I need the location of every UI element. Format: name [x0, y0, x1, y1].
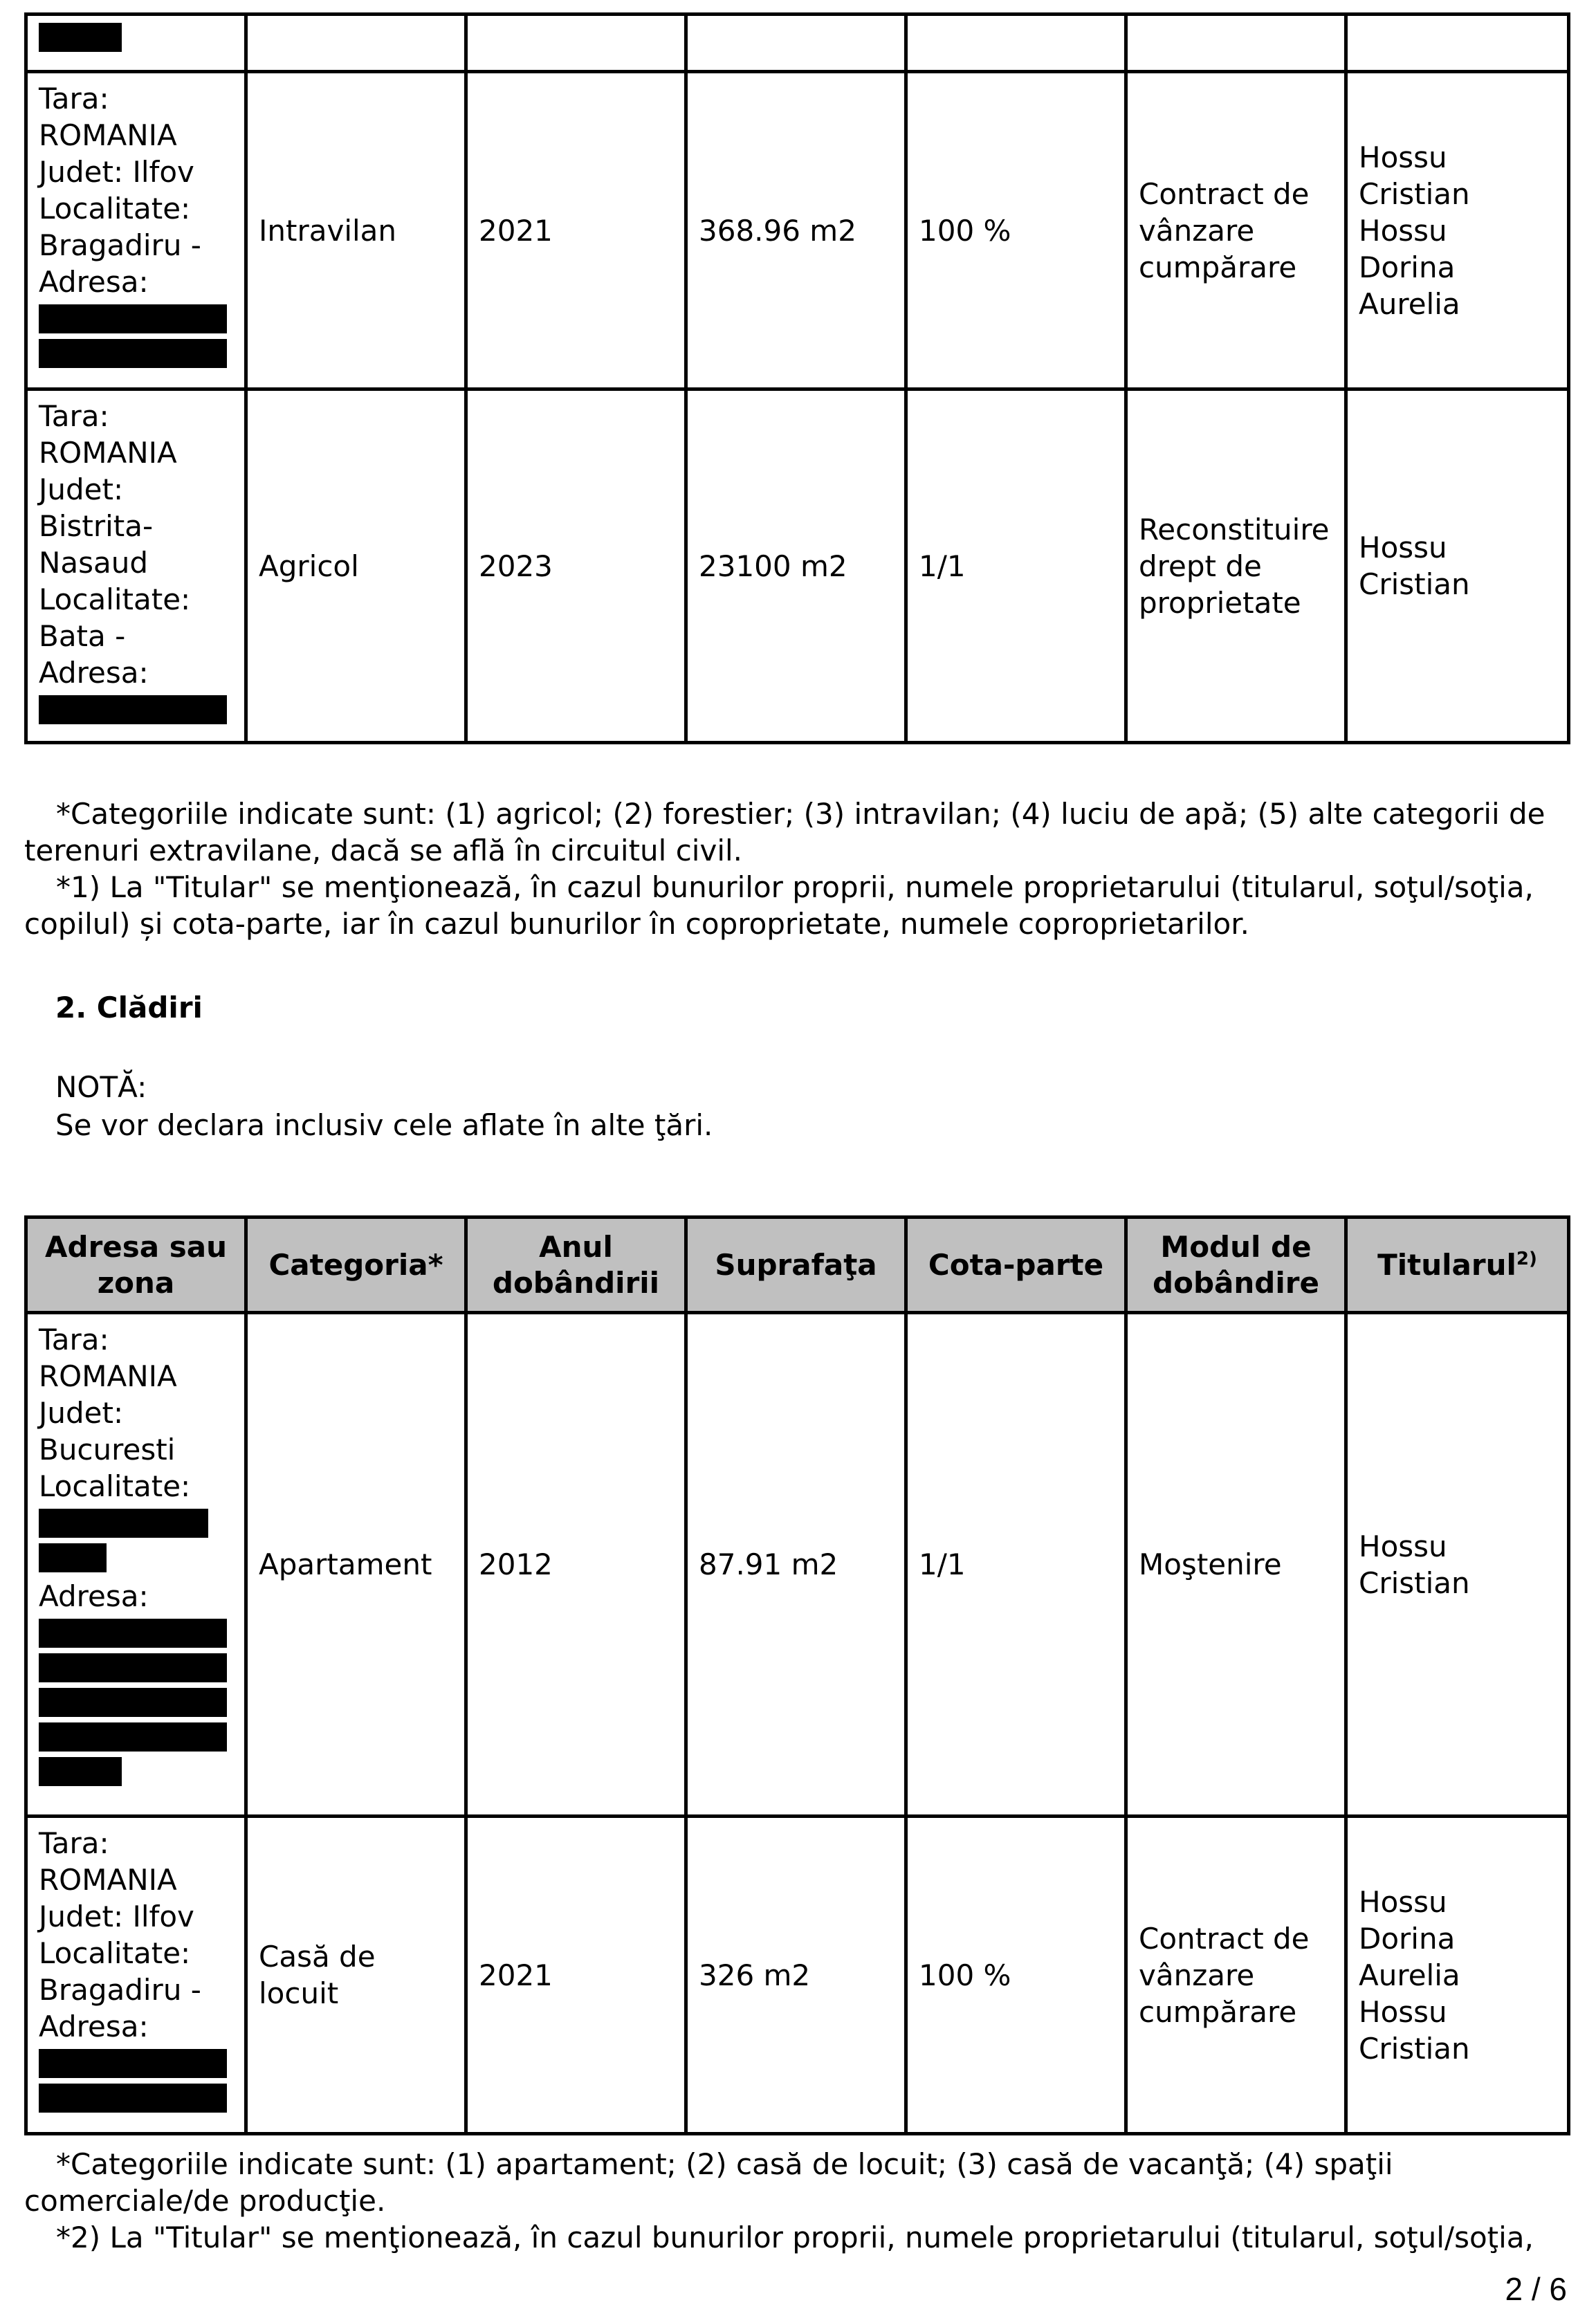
area-cell: 87.91 m2 [686, 1313, 906, 1817]
nota-label: NOTĂ: [55, 1070, 147, 1104]
redaction-bar [39, 695, 227, 724]
redaction-bar [39, 2084, 227, 2113]
address-cell: Tara: ROMANIA Judet: Ilfov Localitate: Bragadiru - Adresa: [26, 72, 246, 389]
table-row [26, 389, 1569, 743]
holder-cell: Hossu Dorina Aurelia Hossu Cristian [1346, 1817, 1569, 2134]
column-header-address: Adresa sau zona [26, 1217, 246, 1313]
holder-cell [1346, 15, 1569, 72]
acquisition-cell: Reconstituire drept de proprietate [1126, 389, 1346, 743]
share-cell [906, 15, 1126, 72]
year-cell [466, 15, 686, 72]
redaction-bar [39, 1757, 122, 1786]
redaction-bar [39, 304, 227, 333]
table-row [26, 1313, 1569, 1817]
section-title: 2. Clădiri [55, 991, 203, 1024]
redaction-bar [39, 1543, 107, 1572]
nota-text: Se vor declara inclusiv cele aflate în alte ţări. [55, 1108, 713, 1142]
column-header-area: Suprafaţa [686, 1217, 906, 1313]
column-header-category: Categoria* [246, 1217, 466, 1313]
share-cell: 1/1 [906, 1313, 1126, 1817]
buildings-table [24, 1215, 1570, 2135]
category-cell: Agricol [246, 389, 466, 743]
year-cell: 2012 [466, 1313, 686, 1817]
table-row [26, 72, 1569, 389]
redaction-bar [39, 1688, 227, 1717]
category-cell: Casă de locuit [246, 1817, 466, 2134]
share-cell: 1/1 [906, 389, 1126, 743]
acquisition-cell: Moştenire [1126, 1313, 1346, 1817]
holder-cell: Hossu Cristian [1346, 389, 1569, 743]
redaction-bar [39, 1509, 208, 1538]
building-category-footnote: *Categoriile indicate sunt: (1) apartament; (2) casă de locuit; (3) casă de vacanţă; (4) spaţii comerciale/de producţie. [24, 2147, 1393, 2218]
holder-cell: Hossu Cristian [1346, 1313, 1569, 1817]
address-cell: Tara: ROMANIA Judet: Bistrita- Nasaud Localitate: Bata - Adresa: [26, 389, 246, 743]
table-header-row [26, 1217, 1569, 1313]
building-footnotes [24, 2146, 1567, 2256]
land-table [24, 12, 1570, 744]
building-holder-footnote: *2) La "Titular" se menţionează, în cazul bunurilor proprii, numele proprietarului (titularul, soţul/soţia, [56, 2221, 1534, 2254]
redaction-bar [39, 1653, 227, 1682]
address-cell: Tara: ROMANIA Judet: Ilfov Localitate: Bragadiru - Adresa: [26, 1817, 246, 2134]
holder-cell: Hossu Cristian Hossu Dorina Aurelia [1346, 72, 1569, 389]
year-cell: 2021 [466, 72, 686, 389]
area-cell: 326 m2 [686, 1817, 906, 2134]
redaction-bar [39, 1619, 227, 1648]
address-cell [26, 15, 246, 72]
area-cell [686, 15, 906, 72]
share-cell: 100 % [906, 1817, 1126, 2134]
area-cell: 368.96 m2 [686, 72, 906, 389]
category-cell: Intravilan [246, 72, 466, 389]
year-cell: 2023 [466, 389, 686, 743]
acquisition-cell [1126, 15, 1346, 72]
category-cell: Apartament [246, 1313, 466, 1817]
year-cell: 2021 [466, 1817, 686, 2134]
land-category-footnote: *Categoriile indicate sunt: (1) agricol; (2) forestier; (3) intravilan; (4) luciu de apă; (5) alte categorii de terenuri extravilane, dacă se află în circuitul civil. [24, 797, 1545, 867]
category-cell [246, 15, 466, 72]
redaction-bar [39, 23, 122, 52]
column-header-year: Anul dobândirii [466, 1217, 686, 1313]
address-cell: Tara: ROMANIA Judet: Bucuresti Localitate: Adresa: [26, 1313, 246, 1817]
acquisition-cell: Contract de vânzare cumpărare [1126, 72, 1346, 389]
redaction-bar [39, 2049, 227, 2078]
share-cell: 100 % [906, 72, 1126, 389]
land-holder-footnote: *1) La "Titular" se menţionează, în cazul bunurilor proprii, numele proprietarului (titularul, soţul/soţia, copilul) și cota-parte, iar în cazul bunurilor în coproprietate, numele coproprietarilor. [24, 870, 1534, 941]
land-footnotes [24, 796, 1567, 942]
acquisition-cell: Contract de vânzare cumpărare [1126, 1817, 1346, 2134]
column-header-holder: Titularul$^{2)}$ [1346, 1217, 1569, 1313]
column-header-acquisition: Modul de dobândire [1126, 1217, 1346, 1313]
redaction-bar [39, 339, 227, 368]
table-row [26, 15, 1569, 72]
table-row [26, 1817, 1569, 2134]
area-cell: 23100 m2 [686, 389, 906, 743]
column-header-share: Cota-parte [906, 1217, 1126, 1313]
page-number: 2 / 6 [1505, 2271, 1567, 2307]
redaction-bar [39, 1722, 227, 1752]
